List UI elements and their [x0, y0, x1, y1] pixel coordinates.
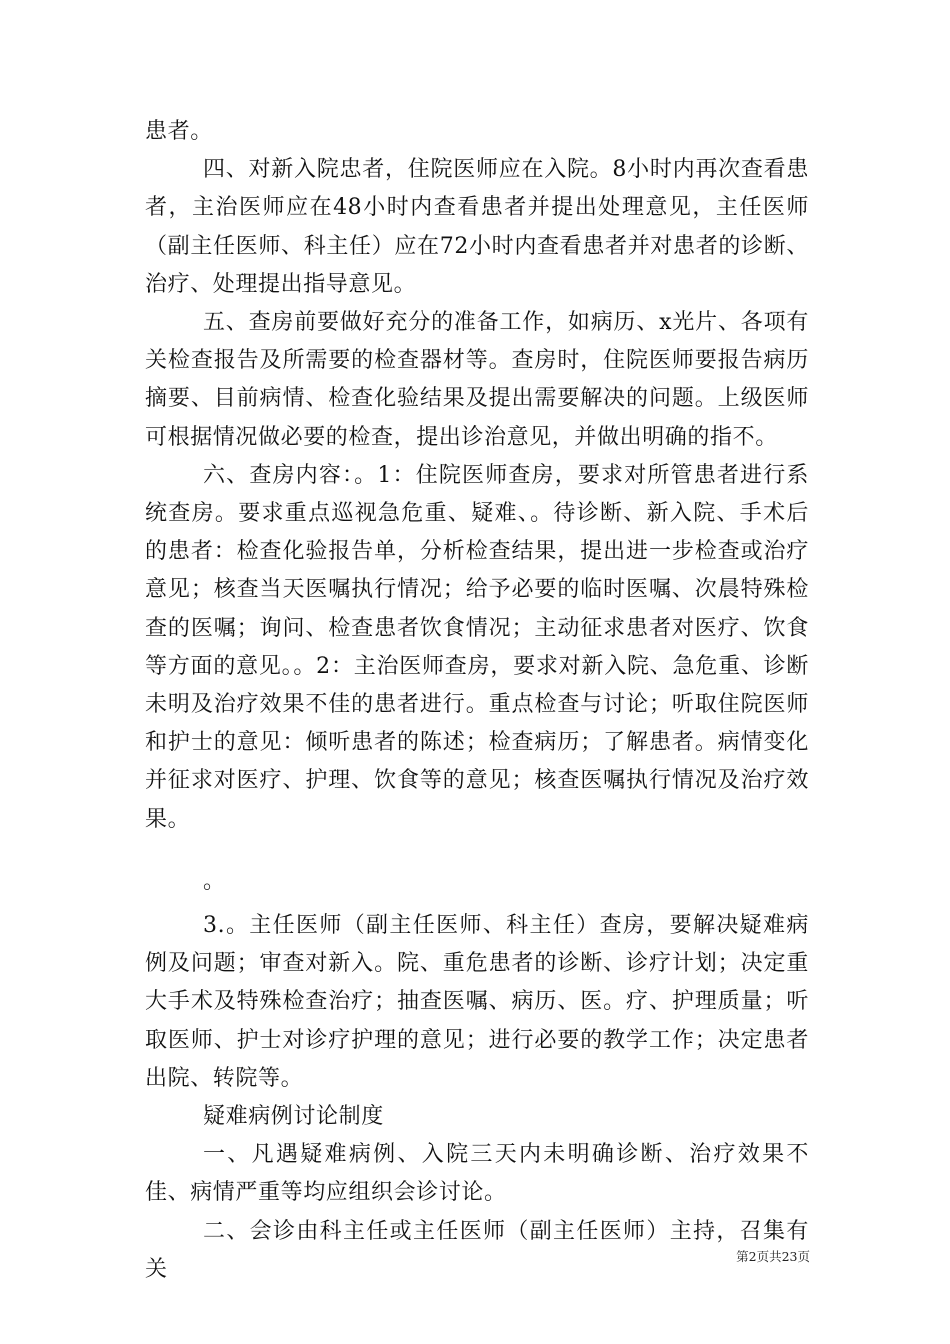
paragraph-item-2: 二、会诊由科主任或主任医师（副主任医师）主持，召集有关 — [145, 1218, 809, 1282]
paragraph-separator-dot: 。 — [203, 868, 226, 894]
paragraph-item-6-3: 3.。主任医师（副主任医师、科主任）查房，要解决疑难病例及问题；审查对新入。院、重危患者的诊断、诊疗计划；决定重大手术及特殊检查治疗；抽查医嘱、病历、医。疗、护理质量；听取医师、护士对诊疗护理的意见；进行必要的教学工作；决定患者出院、转院等。 — [145, 913, 809, 1091]
paragraph-item-6: 六、查房内容：。1：住院医师查房，要求对所管患者进行系统查房。要求重点巡视急危重、疑难、。待诊断、新入院、手术后的患者：检查化验报告单，分析检查结果，提出进一步检查或治疗意见；核查当天医嘱执行情况；给予必要的临时医嘱、次晨特殊检查的医嘱；询问、检查患者饮食情况；主动征求患者对医疗、饮食等方面的意见。。2：主治医师查房，要求对新入院、急危重、诊断未明及治疗效果不佳的患者进行。重点检查与讨论；听取住院医师和护士的意见：倾听患者的陈述；检查病历；了解患者。病情变化并征求对医疗、护理、饮食等的意见；核查医嘱执行情况及治疗效果。 — [145, 462, 809, 832]
paragraph-item-5: 五、查房前要做好充分的准备工作，如病历、x光片、各项有关检查报告及所需要的检查器材等。查房时，住院医师要报告病历摘要、目前病情、检查化验结果及提出需要解决的问题。上级医师可根据情况做必要的检查，提出诊治意见，并做出明确的指不。 — [145, 310, 809, 450]
page-number: 第2页共23页 — [736, 1249, 810, 1264]
document-body — [145, 113, 809, 1289]
paragraph-item-4: 四、对新入院忠者，住院医师应在入院。8小时内再次查看患者，主治医师应在48小时内查看患者并提出处理意见，主任医师（副主任医师、科主任）应在72小时内查看患者并对患者的诊断、治疗、处理提出指导意见。 — [145, 157, 809, 297]
paragraph-item-1: 一、凡遇疑难病例、入院三天内未明确诊断、治疗效果不佳、病情严重等均应组织会诊讨论。 — [145, 1142, 809, 1206]
paragraph-continuation: 患者。 — [145, 119, 213, 144]
section-heading: 疑难病例讨论制度 — [203, 1104, 384, 1130]
